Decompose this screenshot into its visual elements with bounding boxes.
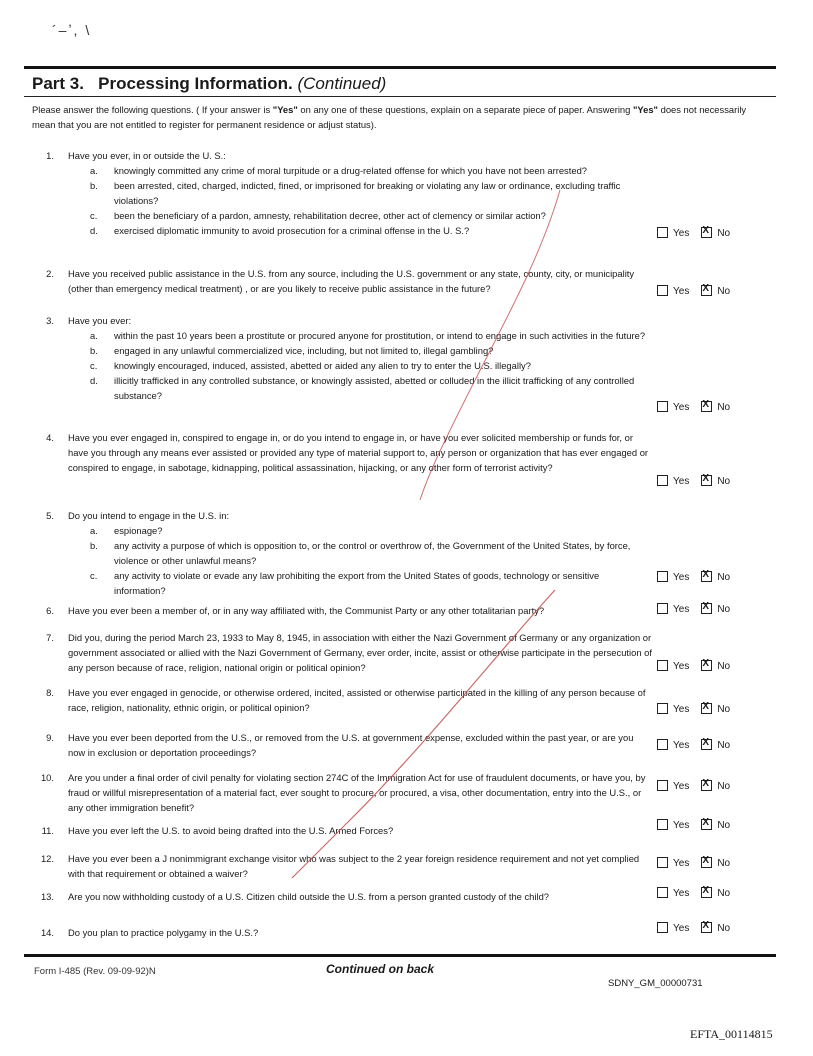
- no-label: No: [717, 661, 731, 672]
- question-2: [32, 266, 652, 296]
- question-number: 10.: [40, 772, 54, 783]
- no-label: No: [717, 228, 731, 239]
- question-number: 7.: [46, 632, 54, 643]
- question-number: 14.: [40, 927, 54, 938]
- sub-text: within the past 10 years been a prostitute or procured anyone for prostitution, or intend to engage in such activities in the future?: [114, 330, 646, 341]
- no-label: No: [717, 781, 731, 792]
- yes-label: Yes: [673, 888, 690, 899]
- no-checkbox-checked[interactable]: [701, 603, 712, 614]
- no-checkbox-checked[interactable]: [701, 475, 712, 486]
- yes-checkbox[interactable]: [657, 571, 668, 582]
- answer-8: [657, 703, 730, 717]
- sub-text: illicitly trafficked in any controlled substance, or knowingly assisted, abetted or colluded in the illicit trafficking of any controlled substance?: [114, 375, 635, 401]
- sub-item: [90, 358, 652, 373]
- question-number: 13.: [40, 891, 54, 902]
- sub-letter: b.: [90, 540, 98, 551]
- answer-2: [657, 285, 730, 299]
- sub-item: [90, 523, 652, 538]
- answer-7: [657, 660, 730, 674]
- question-10: [32, 770, 652, 815]
- form-id: Form I-485 (Rev. 09-09-92)N: [34, 966, 156, 977]
- answer-12: [657, 857, 730, 871]
- yes-checkbox[interactable]: [657, 780, 668, 791]
- question-13: [32, 889, 652, 904]
- sub-text: knowingly encouraged, induced, assisted, abetted or aided any alien to try to enter the U.S. illegally?: [114, 360, 531, 371]
- yes-label: Yes: [673, 923, 690, 934]
- sub-item: [90, 163, 652, 178]
- question-text: Have you ever left the U.S. to avoid being drafted into the U.S. Armed Forces?: [68, 825, 394, 836]
- sub-letter: d.: [90, 375, 98, 386]
- yes-label: Yes: [673, 286, 690, 297]
- answer-14: [657, 922, 730, 936]
- no-label: No: [717, 402, 731, 413]
- scan-marks: ´‒ʼ, \: [52, 22, 92, 38]
- instructions: [32, 103, 772, 132]
- answer-4: [657, 475, 730, 489]
- question-number: 6.: [46, 605, 54, 616]
- question-9: [32, 730, 652, 760]
- no-checkbox-checked[interactable]: [701, 819, 712, 830]
- answer-1: [657, 227, 730, 241]
- sub-letter: a.: [90, 330, 98, 341]
- question-6: [32, 603, 652, 618]
- sub-text: espionage?: [114, 525, 163, 536]
- sub-text: knowingly committed any crime of moral turpitude or a drug-related offense for which you have not been arrested?: [114, 165, 587, 176]
- yes-label: Yes: [673, 402, 690, 413]
- question-number: 9.: [46, 732, 54, 743]
- bottom-rule: [24, 954, 776, 957]
- question-number: 11.: [41, 825, 54, 836]
- sub-item: [90, 343, 652, 358]
- sub-letter: d.: [90, 225, 98, 236]
- question-text: Have you ever engaged in, conspired to engage in, or do you intend to engage in, or have you ever solicited membership or funds for, or have you through any means ever assisted or provided any type of material support to, any person or organization that has ever engaged or conspired to engage, in sabotage, kidnapping, political assassination, hijacking, or any other form of terrorist activity?: [68, 432, 649, 473]
- question-number: 5.: [46, 510, 54, 521]
- yes-checkbox[interactable]: [657, 922, 668, 933]
- yes-label: Yes: [673, 704, 690, 715]
- yes-checkbox[interactable]: [657, 401, 668, 412]
- no-label: No: [717, 858, 731, 869]
- yes-checkbox[interactable]: [657, 285, 668, 296]
- no-checkbox-checked[interactable]: [701, 739, 712, 750]
- sub-letter: b.: [90, 345, 98, 356]
- continued-on-back: Continued on back: [326, 962, 434, 976]
- question-number: 1.: [46, 150, 54, 161]
- question-text: Do you plan to practice polygamy in the U.S.?: [68, 927, 259, 938]
- question-7: [32, 630, 652, 675]
- question-number: 8.: [46, 687, 54, 698]
- sub-letter: c.: [90, 570, 98, 581]
- intro-text-3: does not necessarily mean that you are not entitled to register for permanent residence or adjust status).: [32, 104, 747, 130]
- yes-checkbox[interactable]: [657, 887, 668, 898]
- yes-label: Yes: [673, 740, 690, 751]
- yes-label: Yes: [673, 820, 690, 831]
- part-continued: (Continued): [297, 74, 387, 93]
- answer-10: [657, 780, 730, 794]
- no-label: No: [717, 923, 731, 934]
- section-title: [32, 74, 386, 94]
- yes-checkbox[interactable]: [657, 603, 668, 614]
- question-number: 12.: [40, 853, 54, 864]
- sub-text: any activity a purpose of which is opposition to, or the control or overthrow of, the Government of the United States, by force, violence or other unlawful means?: [114, 540, 631, 566]
- yes-checkbox[interactable]: [657, 660, 668, 671]
- yes-checkbox[interactable]: [657, 227, 668, 238]
- question-text: Are you under a final order of civil penalty for violating section 274C of the Immigration Act for use of fraudulent documents, or have you, by fraud or willful misrepresentation of a material fact, ever sought to procure, or procured, a visa, other documentation, entry into the U.S., or any other immigration benefit?: [68, 772, 646, 813]
- no-label: No: [717, 704, 731, 715]
- sub-item: [90, 208, 652, 223]
- no-label: No: [717, 820, 731, 831]
- no-checkbox-checked[interactable]: [701, 660, 712, 671]
- sub-letter: b.: [90, 180, 98, 191]
- sub-text: been the beneficiary of a pardon, amnesty, rehabilitation decree, other act of clemency or similar action?: [114, 210, 546, 221]
- yes-label: Yes: [673, 858, 690, 869]
- no-label: No: [717, 476, 731, 487]
- sub-item: [90, 373, 652, 403]
- no-checkbox-checked[interactable]: [701, 285, 712, 296]
- sub-text: exercised diplomatic immunity to avoid prosecution for a criminal offense in the U. S.?: [114, 225, 470, 236]
- answer-3: [657, 401, 730, 415]
- no-checkbox-checked[interactable]: [701, 887, 712, 898]
- sub-letter: a.: [90, 525, 98, 536]
- sub-letter: c.: [90, 210, 98, 221]
- sub-item: [90, 223, 652, 238]
- answer-13: [657, 887, 730, 901]
- no-checkbox-checked[interactable]: [701, 780, 712, 791]
- question-5: [32, 508, 652, 598]
- yes-checkbox[interactable]: [657, 857, 668, 868]
- answer-9: [657, 739, 730, 753]
- question-text: Have you ever been deported from the U.S., or removed from the U.S. at government expense, excluded within the past year, or are you now in exclusion or deportation proceedings?: [68, 732, 634, 758]
- question-text: Have you ever been a J nonimmigrant exchange visitor who was subject to the 2 year foreign residence requirement and not yet complied with that requirement or obtained a waiver?: [68, 853, 640, 879]
- sub-item: [90, 568, 652, 598]
- part-label: Part 3.: [32, 74, 84, 93]
- question-1: [32, 148, 652, 238]
- yes-checkbox[interactable]: [657, 739, 668, 750]
- sub-text: been arrested, cited, charged, indicted, fined, or imprisoned for breaking or violating any law or ordinance, excluding traffic violations?: [114, 180, 621, 206]
- no-label: No: [717, 740, 731, 751]
- yes-label: Yes: [673, 476, 690, 487]
- question-text: Are you now withholding custody of a U.S. Citizen child outside the U.S. from a person granted custody of the child?: [68, 891, 549, 902]
- question-4: [32, 430, 652, 475]
- title-rule: [24, 96, 776, 97]
- yes-label: Yes: [673, 661, 690, 672]
- sub-item: [90, 328, 652, 343]
- question-text: Have you ever engaged in genocide, or otherwise ordered, incited, assisted or otherwise participated in the killing of any person because of race, religion, nationality, ethnic origin, or political opinion?: [68, 687, 646, 713]
- yes-label: Yes: [673, 781, 690, 792]
- no-checkbox-checked[interactable]: [701, 857, 712, 868]
- intro-text-2: on any one of these questions, explain on a separate piece of paper. Answering: [297, 104, 633, 115]
- sub-text: any activity to violate or evade any law prohibiting the export from the United States of goods, technology or sensitive information?: [114, 570, 600, 596]
- question-number: 4.: [46, 432, 54, 443]
- question-text: Have you received public assistance in the U.S. from any source, including the U.S. government or any state, county, city, or municipality (other than emergency medical treatment) , or are you likely to receive public assistance in the future?: [68, 268, 635, 294]
- question-text: Have you ever:: [68, 315, 132, 326]
- sub-letter: c.: [90, 360, 98, 371]
- intro-text-1: Please answer the following questions. ( If your answer is: [32, 104, 273, 115]
- no-label: No: [717, 604, 731, 615]
- sub-text: engaged in any unlawful commercialized vice, including, but not limited to, illegal gambling?: [114, 345, 494, 356]
- question-12: [32, 851, 652, 881]
- no-checkbox-checked[interactable]: [701, 922, 712, 933]
- yes-checkbox[interactable]: [657, 819, 668, 830]
- yes-label: Yes: [673, 604, 690, 615]
- question-8: [32, 685, 652, 715]
- sub-item: [90, 178, 652, 208]
- no-checkbox-checked[interactable]: [701, 227, 712, 238]
- bates-number: SDNY_GM_00000731: [608, 978, 703, 989]
- question-11: [32, 823, 652, 838]
- sub-item: [90, 538, 652, 568]
- question-number: 3.: [46, 315, 54, 326]
- intro-yes-1: "Yes": [272, 104, 298, 115]
- yes-label: Yes: [673, 228, 690, 239]
- answer-5: [657, 571, 730, 585]
- question-14: [32, 925, 652, 940]
- top-rule: [24, 66, 776, 69]
- question-number: 2.: [46, 268, 54, 279]
- question-text: Have you ever been a member of, or in any way affiliated with, the Communist Party or any other totalitarian party?: [68, 605, 545, 616]
- yes-label: Yes: [673, 572, 690, 583]
- yes-checkbox[interactable]: [657, 703, 668, 714]
- no-label: No: [717, 888, 731, 899]
- question-text: Have you ever, in or outside the U. S.:: [68, 150, 226, 161]
- no-label: No: [717, 286, 731, 297]
- answer-11: [657, 819, 730, 833]
- no-checkbox-checked[interactable]: [701, 571, 712, 582]
- question-text: Did you, during the period March 23, 1933 to May 8, 1945, in association with either the Nazi Government of Germany or any organization or government associated or allied with the Nazi Government of Germany, ever order, incite, assist or otherwise participate in the persecution of any person because of race, religion, national origin or political opinion?: [68, 632, 652, 673]
- part-title: Processing Information.: [98, 74, 293, 93]
- intro-yes-2: "Yes": [632, 104, 659, 115]
- yes-checkbox[interactable]: [657, 475, 668, 486]
- no-label: No: [717, 572, 731, 583]
- answer-6: [657, 603, 730, 617]
- no-checkbox-checked[interactable]: [701, 703, 712, 714]
- sub-letter: a.: [90, 165, 98, 176]
- question-text: Do you intend to engage in the U.S. in:: [68, 510, 230, 521]
- no-checkbox-checked[interactable]: [701, 401, 712, 412]
- efta-number: EFTA_00114815: [690, 1027, 773, 1041]
- question-3: [32, 313, 652, 403]
